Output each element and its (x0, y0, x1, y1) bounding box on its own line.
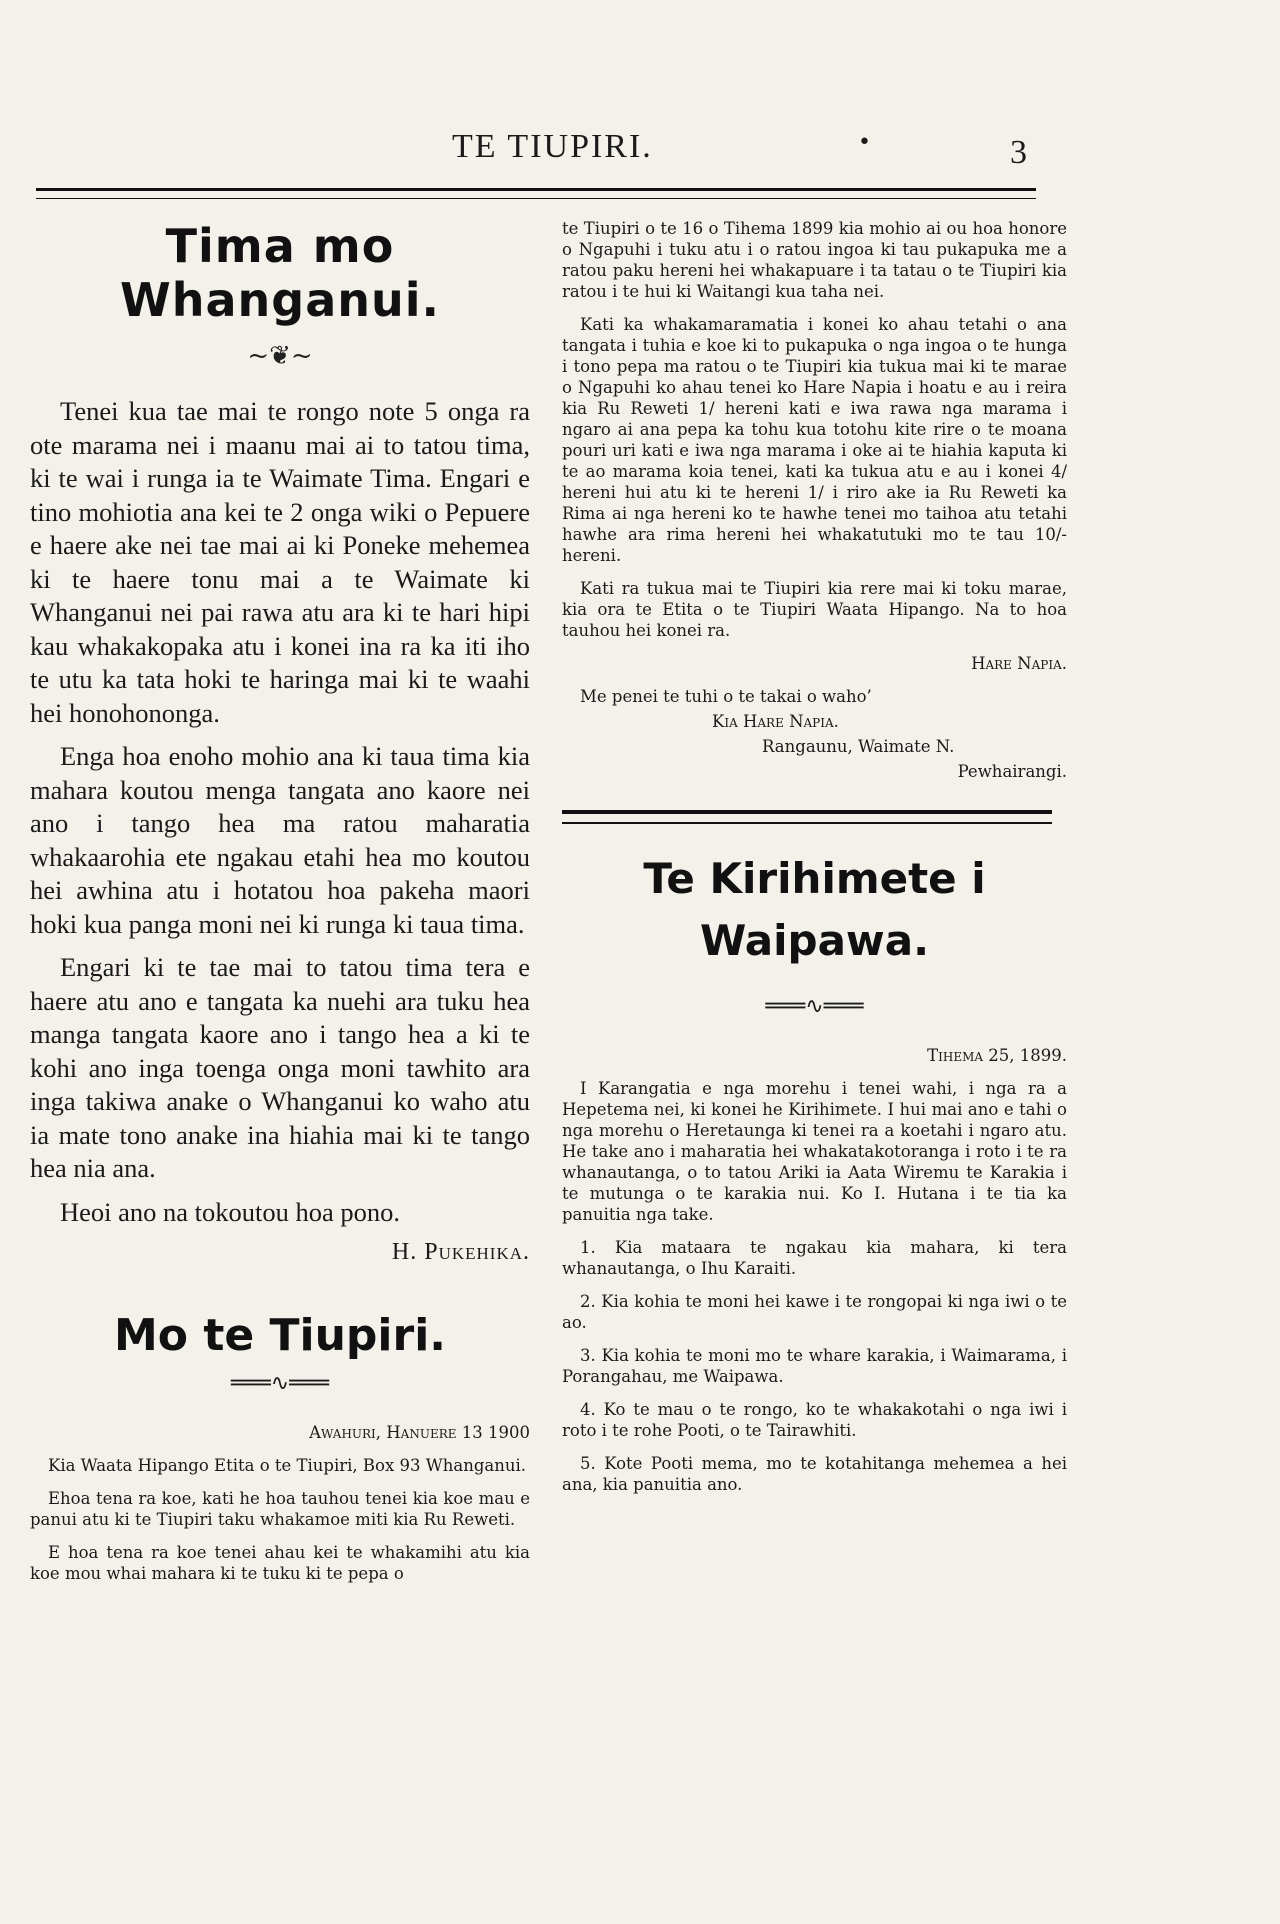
letter-paragraph: te Tiupiri o te 16 o Tihema 1899 kia mohio ai ou hoa honore o Ngapuhi i tuku atu i o ratou ingoa ki tau pukapuka me a ratou paku hereni hei whakapuare i ta tatau o te Tiupiri kia ratou i te hui ki Waitangi kua taha nei. (562, 219, 1067, 301)
left-column (30, 205, 530, 1596)
signature: H. Pukehika. (391, 1239, 530, 1265)
page-number: 3 (1010, 134, 1027, 171)
article-heading-3 (562, 848, 1067, 972)
list-item: 4. Ko te mau o te rongo, ko te whakakotahi o nga iwi i roto i te rohe Pooti, o te Tairawhiti. (562, 1400, 1067, 1440)
dateline: Awahuri, Hanuere 13 1900 (309, 1423, 530, 1442)
paragraph: Engari ki te tae mai to tatou tima tera e haere atu ano e tangata ka nuehi ara tuku hea manga tangata kaore ano i tango hea a ki te kohi ano inga toenga onga moni tawhito ara inga takiwa anake o Whanganui ko waho atu ia mate tono anake ina hiahia mai ki te tango hea nia ana. (30, 952, 530, 1183)
right-column (562, 218, 1067, 1507)
envelope-line: Kia Hare Napia. (712, 712, 839, 731)
article-heading: Tima mo Whanganui. (120, 219, 440, 327)
article-body (30, 395, 530, 1229)
masthead-title: TE TIUPIRI. (452, 128, 653, 165)
envelope-line: Rangaunu, Waimate N. (762, 737, 955, 756)
list-item: 2. Kia kohia te moni hei kawe i te rongopai ki nga iwi o te ao. (562, 1292, 1067, 1332)
sign-name: Hare Napia. (971, 654, 1067, 673)
envelope-line: Pewhairangi. (957, 762, 1067, 781)
paragraph: Tenei kua tae mai te rongo note 5 onga ra ote marama nei i maanu mai ai to tatou tima, ki te wai i runga ia te Waimate Tima. Engari e tino mohiotia ana kei te 2 onga wiki o Pepuere e haere ake nei tae mai ai ki Poneke mehemea ki te haere tonu mai a te Waimate ki Whanganui nei pai rawa atu ara ki te hari hipi kau whakakopaka atu i konei ina ra ka iti iho te utu ka tata hoki te haringa mai ki te waahi hei honohononga. (30, 396, 530, 728)
christmas-article (562, 1045, 1067, 1495)
ornament-divider: ~❦~ (247, 341, 313, 371)
heading-line: Waipawa. (699, 916, 930, 965)
letter-paragraph: Kati ra tukua mai te Tiupiri kia rere mai ki toku marae, kia ora te Etita o te Tiupiri Waata Hipango. Na to hoa tauhou hei konei ra. (562, 579, 1067, 640)
article-date: Tihema 25, 1899. (927, 1046, 1067, 1065)
letter-continuation (562, 218, 1067, 782)
ink-dot: • (858, 130, 871, 155)
paragraph: Enga hoa enoho mohio ana ki taua tima kia mahara koutou menga tangata ano kaore nei ano i tango hea ma ratou maharatia whakaarohia ete ngakau etahi hea mo koutou hei awhina atu i hotatou hoa pakeha maori hoki kua panga moni nei ki runga ki taua tima. (30, 741, 530, 939)
list-item: 5. Kote Pooti mema, mo te kotahitanga mehemea a hei ana, kia panuitia ano. (562, 1454, 1067, 1494)
letter-paragraph: E hoa tena ra koe tenei ahau kei te whakamihi atu kia koe mou whai mahara ki te tuku ki te pepa o (30, 1543, 530, 1583)
heading-line: Te Kirihimete i (643, 854, 986, 903)
section-rule (562, 810, 1052, 824)
squiggle-divider: ═══∿═══ (231, 1371, 329, 1396)
letter-paragraph: Kati ka whakamaramatia i konei ko ahau tetahi o ana tangata i tuhia e koe ki to pukapuka o nga ingoa o te hunga i tono pepa ma ratou o te Tiupiri kia tukua mai ki te marae o Ngapuhi ko ahau tenei ko Hare Napia i hoatu e au i reira kia Ru Reweti 1/ hereni kati e iwa rawa nga marama i ngaro ai ana pepa ka tohu kua totohu kite rire o te moana pouri uri kati e iwa nga marama i oke ai te hiahia kaputa ki te ao marama koia tenei, kati ka tukua atu e au i konei 4/ hereni hui atu ki te hereni 1/ i riro ake ia Ru Reweti ka Rima ai nga hereni ko te hawhe tenei mo taihoa atu tetahi hawhe ara rima hereni hei whakatutuki mo te tau 10/- hereni. (562, 315, 1067, 565)
paragraph: Heoi ano na tokoutou hoa pono. (60, 1196, 401, 1227)
letter-body (30, 1422, 530, 1584)
squiggle-divider: ═══∿═══ (765, 994, 864, 1019)
envelope-instruction: Me penei te tuhi o te takai o waho’ (580, 687, 872, 706)
intro-paragraph: I Karangatia e nga morehu i tenei wahi, i nga ra a Hepetema nei, ki konei he Kirihimete. I hui mai ano e tahi o nga morehu o Heretaunga ki tenei ra a koetahi i ngaro atu. He take ano i maharatia hei whakatakotoranga i roto i te ra whanautanga, o to tatou Ariki ia Aata Wiremu te Karakia i te mutunga o te karakia nui. Ko I. Hutana i te tia ka panuitia nga take. (562, 1079, 1067, 1224)
list-item: 1. Kia mataara te ngakau kia mahara, ki tera whanautanga, o Ihu Karaiti. (562, 1238, 1067, 1278)
header-rule (36, 188, 1036, 199)
page-header (0, 128, 1280, 172)
article-heading-2: Mo te Tiupiri. (113, 1310, 447, 1361)
letter-paragraph: Ehoa tena ra koe, kati he hoa tauhou tenei kia koe mau e panui atu ki te Tiupiri taku whakamoe miti kia Ru Reweti. (30, 1489, 530, 1529)
address-line: Kia Waata Hipango Etita o te Tiupiri, Box 93 Whanganui. (48, 1456, 526, 1475)
list-item: 3. Kia kohia te moni mo te whare karakia, i Waimarama, i Porangahau, me Waipawa. (562, 1346, 1067, 1386)
